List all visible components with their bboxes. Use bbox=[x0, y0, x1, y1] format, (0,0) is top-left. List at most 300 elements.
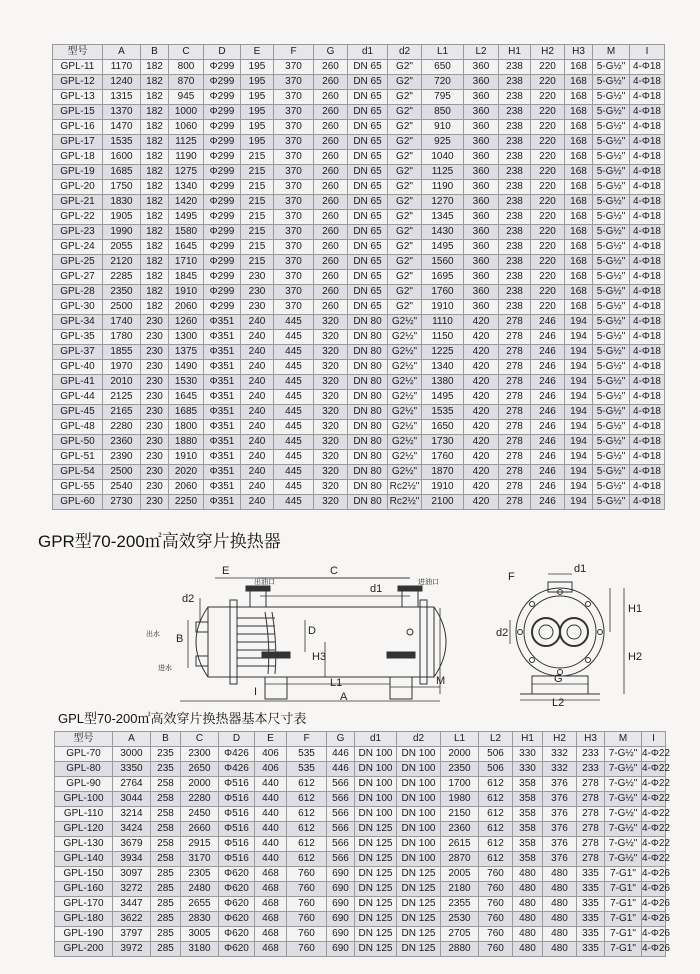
table-cell: 7-G½" bbox=[605, 777, 642, 792]
table-cell: 1530 bbox=[169, 375, 204, 390]
table-cell: 440 bbox=[255, 852, 287, 867]
table-cell: 195 bbox=[241, 60, 274, 75]
table-cell: 690 bbox=[327, 912, 355, 927]
table-cell: 7-G½" bbox=[605, 852, 642, 867]
table-cell: GPL-180 bbox=[55, 912, 113, 927]
table-cell: 1275 bbox=[169, 165, 204, 180]
table-cell: DN 100 bbox=[397, 777, 441, 792]
table-cell: 4-Φ18 bbox=[630, 495, 665, 510]
table-cell: 370 bbox=[274, 165, 314, 180]
table-cell: 230 bbox=[141, 420, 169, 435]
table-cell: 480 bbox=[513, 942, 543, 957]
table-cell: 2280 bbox=[103, 420, 141, 435]
label-h1: H1 bbox=[628, 603, 643, 615]
label-e: E bbox=[222, 565, 230, 577]
column-header: H2 bbox=[531, 45, 565, 60]
table-cell: GPL-21 bbox=[53, 195, 103, 210]
table-cell: 285 bbox=[151, 867, 181, 882]
label-d2: d2 bbox=[182, 593, 195, 605]
table-cell: 4-Φ22 bbox=[642, 762, 666, 777]
table-cell: 182 bbox=[141, 90, 169, 105]
table-cell: 320 bbox=[314, 495, 348, 510]
table-row bbox=[55, 942, 666, 957]
table-cell: G2½" bbox=[388, 390, 422, 405]
table-cell: 760 bbox=[287, 942, 327, 957]
table-cell: 335 bbox=[577, 897, 605, 912]
table-row bbox=[55, 807, 666, 822]
table-cell: Φ426 bbox=[219, 762, 255, 777]
table-cell: 480 bbox=[543, 867, 577, 882]
label-c: C bbox=[330, 565, 338, 577]
column-header: H1 bbox=[513, 732, 543, 747]
header-row bbox=[55, 732, 666, 747]
table-row bbox=[53, 60, 665, 75]
table-cell: G2" bbox=[388, 300, 422, 315]
table-cell: 215 bbox=[241, 165, 274, 180]
table-cell: 4-Φ22 bbox=[642, 822, 666, 837]
table-cell: 468 bbox=[255, 882, 287, 897]
table-cell: 335 bbox=[577, 912, 605, 927]
table-cell: 360 bbox=[464, 165, 499, 180]
table-cell: DN 65 bbox=[348, 120, 388, 135]
table-cell: 480 bbox=[513, 912, 543, 927]
table-cell: 3934 bbox=[113, 852, 151, 867]
table-cell: 2500 bbox=[103, 465, 141, 480]
table-cell: 230 bbox=[141, 360, 169, 375]
table-cell: 4-Φ22 bbox=[642, 777, 666, 792]
table-cell: 360 bbox=[464, 105, 499, 120]
table-cell: 4-Φ26 bbox=[642, 867, 666, 882]
table-cell: DN 125 bbox=[397, 927, 441, 942]
table-row bbox=[53, 390, 665, 405]
table-cell: 2764 bbox=[113, 777, 151, 792]
table-cell: 195 bbox=[241, 135, 274, 150]
table-cell: 4-Φ18 bbox=[630, 240, 665, 255]
table-cell: 7-G1" bbox=[605, 912, 642, 927]
table-cell: G2" bbox=[388, 225, 422, 240]
table-row bbox=[55, 897, 666, 912]
table-cell: 3447 bbox=[113, 897, 151, 912]
table-cell: 278 bbox=[499, 345, 531, 360]
table-cell: 4-Φ18 bbox=[630, 375, 665, 390]
table-cell: 168 bbox=[565, 75, 593, 90]
right-flange bbox=[420, 600, 427, 684]
table-cell: 1910 bbox=[422, 480, 464, 495]
table-cell: DN 80 bbox=[348, 480, 388, 495]
table-cell: 1240 bbox=[103, 75, 141, 90]
table-cell: 1260 bbox=[169, 315, 204, 330]
column-header: 型号 bbox=[53, 45, 103, 60]
table-cell: GPL-20 bbox=[53, 180, 103, 195]
table-cell: DN 125 bbox=[397, 867, 441, 882]
table-cell: G2" bbox=[388, 120, 422, 135]
table-cell: 230 bbox=[241, 270, 274, 285]
table-cell: 182 bbox=[141, 300, 169, 315]
table-cell: 2020 bbox=[169, 465, 204, 480]
table-cell: GPL-27 bbox=[53, 270, 103, 285]
table-cell: GPL-55 bbox=[53, 480, 103, 495]
table-cell: 4-Φ26 bbox=[642, 897, 666, 912]
table-cell: G2" bbox=[388, 285, 422, 300]
table-cell: 4-Φ18 bbox=[630, 480, 665, 495]
table-cell: 278 bbox=[577, 822, 605, 837]
section-title: GPR型70-200㎡高效穿片换热器 bbox=[38, 532, 281, 551]
table-cell: 230 bbox=[241, 285, 274, 300]
table-cell: G2" bbox=[388, 180, 422, 195]
end-view-port-right bbox=[560, 618, 588, 646]
table-cell: 446 bbox=[327, 762, 355, 777]
table-cell: 5-G½" bbox=[593, 165, 630, 180]
table-cell: 5-G½" bbox=[593, 480, 630, 495]
table-cell: G2" bbox=[388, 150, 422, 165]
table-cell: 760 bbox=[479, 927, 513, 942]
table-cell: Φ299 bbox=[204, 135, 241, 150]
table-cell: 2165 bbox=[103, 405, 141, 420]
table-cell: 1910 bbox=[169, 285, 204, 300]
table-cell: 240 bbox=[241, 420, 274, 435]
table-cell: 690 bbox=[327, 867, 355, 882]
table-cell: GPL-11 bbox=[53, 60, 103, 75]
table-cell: 360 bbox=[464, 150, 499, 165]
table-cell: 535 bbox=[287, 747, 327, 762]
label-m: M bbox=[436, 675, 446, 687]
label-h3: H3 bbox=[312, 651, 327, 663]
table-cell: 566 bbox=[327, 852, 355, 867]
end-view-port-left bbox=[532, 618, 560, 646]
table-cell: 2500 bbox=[103, 300, 141, 315]
table-cell: 4-Φ18 bbox=[630, 135, 665, 150]
table-cell: 612 bbox=[287, 837, 327, 852]
table-cell: 690 bbox=[327, 942, 355, 957]
table-cell: 182 bbox=[141, 135, 169, 150]
table-cell: Φ299 bbox=[204, 105, 241, 120]
column-header: B bbox=[151, 732, 181, 747]
table-cell: 5-G½" bbox=[593, 135, 630, 150]
table-cell: 870 bbox=[169, 75, 204, 90]
table-cell: 246 bbox=[531, 360, 565, 375]
table-cell: 4-Φ18 bbox=[630, 285, 665, 300]
column-header: d1 bbox=[355, 732, 397, 747]
table-cell: 3622 bbox=[113, 912, 151, 927]
table-cell: 260 bbox=[314, 120, 348, 135]
table-cell: 240 bbox=[241, 330, 274, 345]
table-cell: 260 bbox=[314, 255, 348, 270]
table-cell: 5-G½" bbox=[593, 90, 630, 105]
table-cell: Φ620 bbox=[219, 942, 255, 957]
table-body bbox=[53, 60, 665, 510]
table-cell: 1780 bbox=[103, 330, 141, 345]
table-cell: Φ351 bbox=[204, 435, 241, 450]
table-cell: 1000 bbox=[169, 105, 204, 120]
column-header: H2 bbox=[543, 732, 577, 747]
table-cell: 420 bbox=[464, 495, 499, 510]
table-cell: 320 bbox=[314, 465, 348, 480]
table-cell: Φ620 bbox=[219, 927, 255, 942]
table-cell: 238 bbox=[499, 210, 531, 225]
table-cell: 2660 bbox=[181, 822, 219, 837]
table-row bbox=[53, 375, 665, 390]
table-cell: 260 bbox=[314, 300, 348, 315]
table-cell: 230 bbox=[141, 495, 169, 510]
table-cell: 420 bbox=[464, 315, 499, 330]
table-cell: 850 bbox=[422, 105, 464, 120]
table-cell: 358 bbox=[513, 777, 543, 792]
table-cell: 376 bbox=[543, 792, 577, 807]
column-header: M bbox=[593, 45, 630, 60]
column-header: C bbox=[181, 732, 219, 747]
label-water-out: 出水 bbox=[146, 631, 160, 638]
table-cell: GPL-45 bbox=[53, 405, 103, 420]
table-cell: 278 bbox=[577, 792, 605, 807]
table-cell: 278 bbox=[499, 480, 531, 495]
table-cell: 220 bbox=[531, 165, 565, 180]
table-cell: 3000 bbox=[113, 747, 151, 762]
table-cell: 182 bbox=[141, 270, 169, 285]
table-cell: 5-G½" bbox=[593, 495, 630, 510]
table-cell: GPL-35 bbox=[53, 330, 103, 345]
table-cell: 258 bbox=[151, 837, 181, 852]
oil-outlet-nozzle bbox=[250, 590, 266, 607]
column-header: E bbox=[241, 45, 274, 60]
column-header: C bbox=[169, 45, 204, 60]
table-cell: 168 bbox=[565, 60, 593, 75]
table-cell: 1905 bbox=[103, 210, 141, 225]
table-cell: 445 bbox=[274, 315, 314, 330]
table-cell: 238 bbox=[499, 195, 531, 210]
table-cell: DN 65 bbox=[348, 270, 388, 285]
table-cell: Φ620 bbox=[219, 897, 255, 912]
table-cell: 335 bbox=[577, 867, 605, 882]
table-cell: 445 bbox=[274, 390, 314, 405]
table-cell: Φ299 bbox=[204, 225, 241, 240]
table-cell: 5-G½" bbox=[593, 420, 630, 435]
table-cell: 278 bbox=[499, 405, 531, 420]
table-row bbox=[53, 105, 665, 120]
table-cell: DN 80 bbox=[348, 315, 388, 330]
table-cell: 182 bbox=[141, 255, 169, 270]
table-cell: 376 bbox=[543, 777, 577, 792]
table-cell: Φ299 bbox=[204, 270, 241, 285]
table-cell: Φ351 bbox=[204, 420, 241, 435]
table-row bbox=[55, 822, 666, 837]
table-cell: 1125 bbox=[169, 135, 204, 150]
table-cell: GPL-100 bbox=[55, 792, 113, 807]
table-cell: 612 bbox=[287, 792, 327, 807]
table-cell: G2½" bbox=[388, 315, 422, 330]
water-in-nozzle bbox=[196, 656, 208, 666]
table-cell: DN 65 bbox=[348, 255, 388, 270]
table-cell: 278 bbox=[577, 777, 605, 792]
table-cell: 285 bbox=[151, 882, 181, 897]
table-cell: 1315 bbox=[103, 90, 141, 105]
table-row bbox=[55, 867, 666, 882]
table-cell: 278 bbox=[499, 420, 531, 435]
table-cell: 506 bbox=[479, 747, 513, 762]
table-cell: 5-G½" bbox=[593, 405, 630, 420]
table-row bbox=[53, 345, 665, 360]
table-cell: 320 bbox=[314, 375, 348, 390]
table-cell: 258 bbox=[151, 807, 181, 822]
table-cell: 2360 bbox=[103, 435, 141, 450]
drain-port bbox=[407, 629, 413, 635]
table-cell: 2650 bbox=[181, 762, 219, 777]
table-cell: GPL-170 bbox=[55, 897, 113, 912]
table-body bbox=[55, 747, 670, 957]
table-cell: 246 bbox=[531, 375, 565, 390]
table-cell: 230 bbox=[141, 375, 169, 390]
table-cell: 4-Φ18 bbox=[630, 120, 665, 135]
table-cell: Φ351 bbox=[204, 360, 241, 375]
table-cell: DN 100 bbox=[397, 807, 441, 822]
table-cell: 1980 bbox=[441, 792, 479, 807]
table-cell: 1695 bbox=[422, 270, 464, 285]
table-cell: GPL-110 bbox=[55, 807, 113, 822]
table-cell: 7-G1" bbox=[605, 927, 642, 942]
table-cell: 720 bbox=[422, 75, 464, 90]
table-cell: 194 bbox=[565, 375, 593, 390]
table-cell: 246 bbox=[531, 330, 565, 345]
table-cell: 194 bbox=[565, 420, 593, 435]
table-cell: Φ299 bbox=[204, 210, 241, 225]
table-cell: DN 65 bbox=[348, 135, 388, 150]
table-cell: 1170 bbox=[103, 60, 141, 75]
table-cell: 420 bbox=[464, 480, 499, 495]
table-cell: G2" bbox=[388, 165, 422, 180]
table-cell: 3350 bbox=[113, 762, 151, 777]
table-cell: 220 bbox=[531, 75, 565, 90]
table-cell: 182 bbox=[141, 60, 169, 75]
table-cell: 260 bbox=[314, 180, 348, 195]
table-cell: 4-Φ22 bbox=[642, 747, 666, 762]
table-cell: 320 bbox=[314, 330, 348, 345]
table-cell: 480 bbox=[513, 867, 543, 882]
table-cell: 1845 bbox=[169, 270, 204, 285]
table-cell: 2705 bbox=[441, 927, 479, 942]
table-cell: 360 bbox=[464, 60, 499, 75]
table-cell: 4-Φ18 bbox=[630, 150, 665, 165]
table-cell: 230 bbox=[141, 315, 169, 330]
table-cell: 358 bbox=[513, 852, 543, 867]
table-cell: 4-Φ22 bbox=[642, 807, 666, 822]
table-cell: 612 bbox=[479, 837, 513, 852]
table-cell: 376 bbox=[543, 837, 577, 852]
table-cell: 194 bbox=[565, 360, 593, 375]
table-cell: Φ516 bbox=[219, 777, 255, 792]
table-cell: 4-Φ18 bbox=[630, 390, 665, 405]
table-cell: 168 bbox=[565, 300, 593, 315]
table-cell: 182 bbox=[141, 240, 169, 255]
table-cell: 238 bbox=[499, 285, 531, 300]
label-water-in: 进水 bbox=[158, 665, 172, 672]
table-cell: 240 bbox=[241, 360, 274, 375]
table-cell: Φ620 bbox=[219, 912, 255, 927]
table-cell: 230 bbox=[141, 465, 169, 480]
table-cell: 2830 bbox=[181, 912, 219, 927]
table-cell: 612 bbox=[479, 792, 513, 807]
table-cell: 650 bbox=[422, 60, 464, 75]
table-cell: 320 bbox=[314, 390, 348, 405]
table-cell: Rc2½" bbox=[388, 480, 422, 495]
table-row bbox=[53, 195, 665, 210]
table-cell: 360 bbox=[464, 270, 499, 285]
table-cell: 358 bbox=[513, 837, 543, 852]
table-cell: 1600 bbox=[103, 150, 141, 165]
table-cell: DN 80 bbox=[348, 435, 388, 450]
table-cell: 278 bbox=[499, 360, 531, 375]
table-cell: Rc2½" bbox=[388, 495, 422, 510]
table-cell: 182 bbox=[141, 120, 169, 135]
table-cell: Φ299 bbox=[204, 120, 241, 135]
table-cell: DN 80 bbox=[348, 330, 388, 345]
table-cell: 440 bbox=[255, 777, 287, 792]
table-cell: DN 80 bbox=[348, 345, 388, 360]
table-cell: 258 bbox=[151, 792, 181, 807]
table-cell: 260 bbox=[314, 150, 348, 165]
table-cell: 360 bbox=[464, 300, 499, 315]
table-cell: 566 bbox=[327, 777, 355, 792]
label-oil-inlet: 进油口 bbox=[418, 579, 439, 586]
table-cell: 194 bbox=[565, 405, 593, 420]
table-cell: 445 bbox=[274, 375, 314, 390]
table-cell: 332 bbox=[543, 762, 577, 777]
table-cell: 230 bbox=[141, 390, 169, 405]
table-cell: GPL-140 bbox=[55, 852, 113, 867]
table-cell: 690 bbox=[327, 927, 355, 942]
table-cell: 360 bbox=[464, 120, 499, 135]
table-cell: 246 bbox=[531, 435, 565, 450]
table-cell: 5-G½" bbox=[593, 75, 630, 90]
table-cell: DN 80 bbox=[348, 450, 388, 465]
table-cell: G2" bbox=[388, 75, 422, 90]
column-header: H3 bbox=[565, 45, 593, 60]
table-cell: 2000 bbox=[181, 777, 219, 792]
table-cell: 4-Φ18 bbox=[630, 225, 665, 240]
table-row bbox=[53, 360, 665, 375]
table-cell: 370 bbox=[274, 90, 314, 105]
table-cell: DN 100 bbox=[397, 747, 441, 762]
table-cell: DN 125 bbox=[355, 867, 397, 882]
table-cell: 612 bbox=[287, 807, 327, 822]
table-cell: 3170 bbox=[181, 852, 219, 867]
table-cell: 1650 bbox=[422, 420, 464, 435]
table-cell: 220 bbox=[531, 225, 565, 240]
table-cell: 2180 bbox=[441, 882, 479, 897]
table-cell: Φ426 bbox=[219, 747, 255, 762]
table-cell: G2½" bbox=[388, 420, 422, 435]
table-cell: 194 bbox=[565, 435, 593, 450]
table-cell: 168 bbox=[565, 165, 593, 180]
table-cell: 246 bbox=[531, 480, 565, 495]
table-cell: 7-G½" bbox=[605, 822, 642, 837]
table-cell: 566 bbox=[327, 837, 355, 852]
label-b: B bbox=[176, 633, 184, 645]
table-cell: 760 bbox=[287, 897, 327, 912]
table-cell: 370 bbox=[274, 195, 314, 210]
table-cell: 215 bbox=[241, 225, 274, 240]
dimension-table-gpl-large bbox=[54, 731, 670, 957]
table-cell: 168 bbox=[565, 180, 593, 195]
table-cell: 238 bbox=[499, 105, 531, 120]
table-row bbox=[53, 285, 665, 300]
table-cell: 168 bbox=[565, 225, 593, 240]
table-cell: GPL-90 bbox=[55, 777, 113, 792]
table-cell: 220 bbox=[531, 105, 565, 120]
table-cell: 4-Φ26 bbox=[642, 912, 666, 927]
table-cell: 246 bbox=[531, 345, 565, 360]
table-cell: 1685 bbox=[169, 405, 204, 420]
table-cell: 215 bbox=[241, 210, 274, 225]
table-cell: DN 100 bbox=[397, 837, 441, 852]
